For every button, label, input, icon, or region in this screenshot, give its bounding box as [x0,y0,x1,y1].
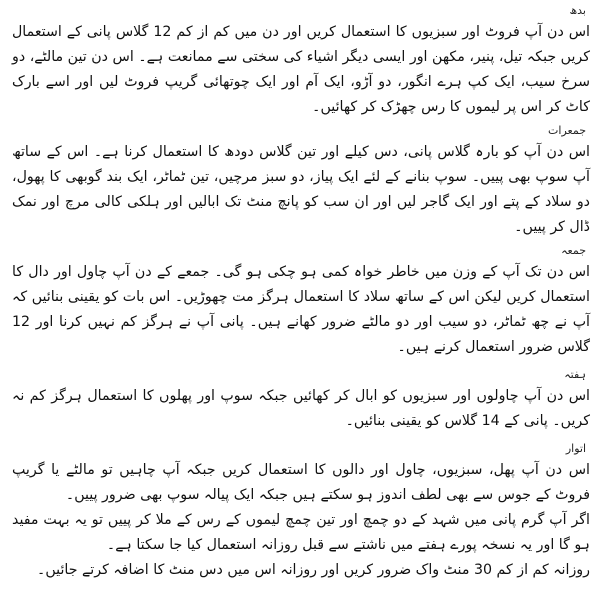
day-heading: ہفتہ [564,368,586,381]
section-saturday [12,368,590,434]
day-heading: جمعہ [561,244,586,257]
paragraph: اس دن آپ پھل، سبزیوں، چاول اور دالوں کا استعمال کریں جبکہ آپ چاہیں تو مالٹے یا گریپ فروٹ کے جوس سے بھی لطف اندوز ہو سکتے ہیں جبکہ ایک پیالہ سوپ بھی ضرور پییں۔ [12,462,590,503]
section-thursday [12,124,590,240]
day-heading: جمعرات [548,124,586,137]
paragraph: اس دن آپ کو بارہ گلاس پانی، دس کیلے اور تین گلاس دودھ کا استعمال کرنا ہے۔ اس کے ساتھ آپ سوپ بھی پییں۔ سوپ بنانے کے لئے ایک پیاز، دو سبز مرچیں، تین ٹماٹر، ایک بند گوبھی کا پھول، دو سلاد کے پتے اور ایک گاجر لیں اور ان سب کو پانچ منٹ تک ابالیں اور ہلکی کالی مرچ اور نمک ڈال کر پییں۔ [12,144,590,235]
paragraph: اس دن آپ فروٹ اور سبزیوں کا استعمال کریں اور دن میں کم از کم 12 گلاس پانی کے استعمال کریں جبکہ تیل، پنیر، مکھن اور ایسی دیگر اشیاء کی سختی سے ممانعت ہے۔ اس دن تین مالٹے، دو سرخ سیب، ایک کپ ہرے انگور، دو آڑو، ایک آم اور ایک چوتھائی گریپ فروٹ لیں اور اسے بارک کاٹ کر اس پر لیموں کا رس چھڑک کر کھائیں۔ [12,24,590,115]
section-sunday [12,442,590,583]
paragraph: روزانہ کم از کم 30 منٹ واک ضرور کریں اور روزانہ اس میں دس منٹ کا اضافہ کرتے جائیں۔ [37,562,590,578]
section-wednesday [12,4,590,120]
section-friday [12,244,590,360]
paragraph: اگر آپ گرم پانی میں شہد کے دو چمچ اور تین چمچ لیموں کے رس کے ملا کر پییں تو یہ بہت مفید ہو گا اور یہ نسخہ پورے ہفتے میں ناشتے سے قبل روزانہ استعمال کیا جا سکتا ہے۔ [12,512,590,553]
paragraph: اس دن تک آپ کے وزن میں خاطر خواہ کمی ہو چکی ہو گی۔ جمعے کے دن آپ چاول اور دال کا استعمال کریں لیکن اس کے ساتھ سلاد کا استعمال ہرگز مت چھوڑیں۔ اس بات کو یقینی بنائیں کہ آپ نے چھ ٹماٹر، دو سیب اور دو مالٹے ضرور کھانے ہیں۔ پانی آپ نے ہرگز کم نہیں کرنا اور 12 گلاس ضرور استعمال کرنے ہیں۔ [12,264,590,355]
day-heading: بدھ [569,4,586,17]
day-heading: اتوار [565,442,586,455]
paragraph: اس دن آپ چاولوں اور سبزیوں کو ابال کر کھائیں جبکہ سوپ اور پھلوں کا استعمال ہرگز کم نہ کریں۔ پانی کے 14 گلاس کو یقینی بنائیں۔ [12,388,590,429]
